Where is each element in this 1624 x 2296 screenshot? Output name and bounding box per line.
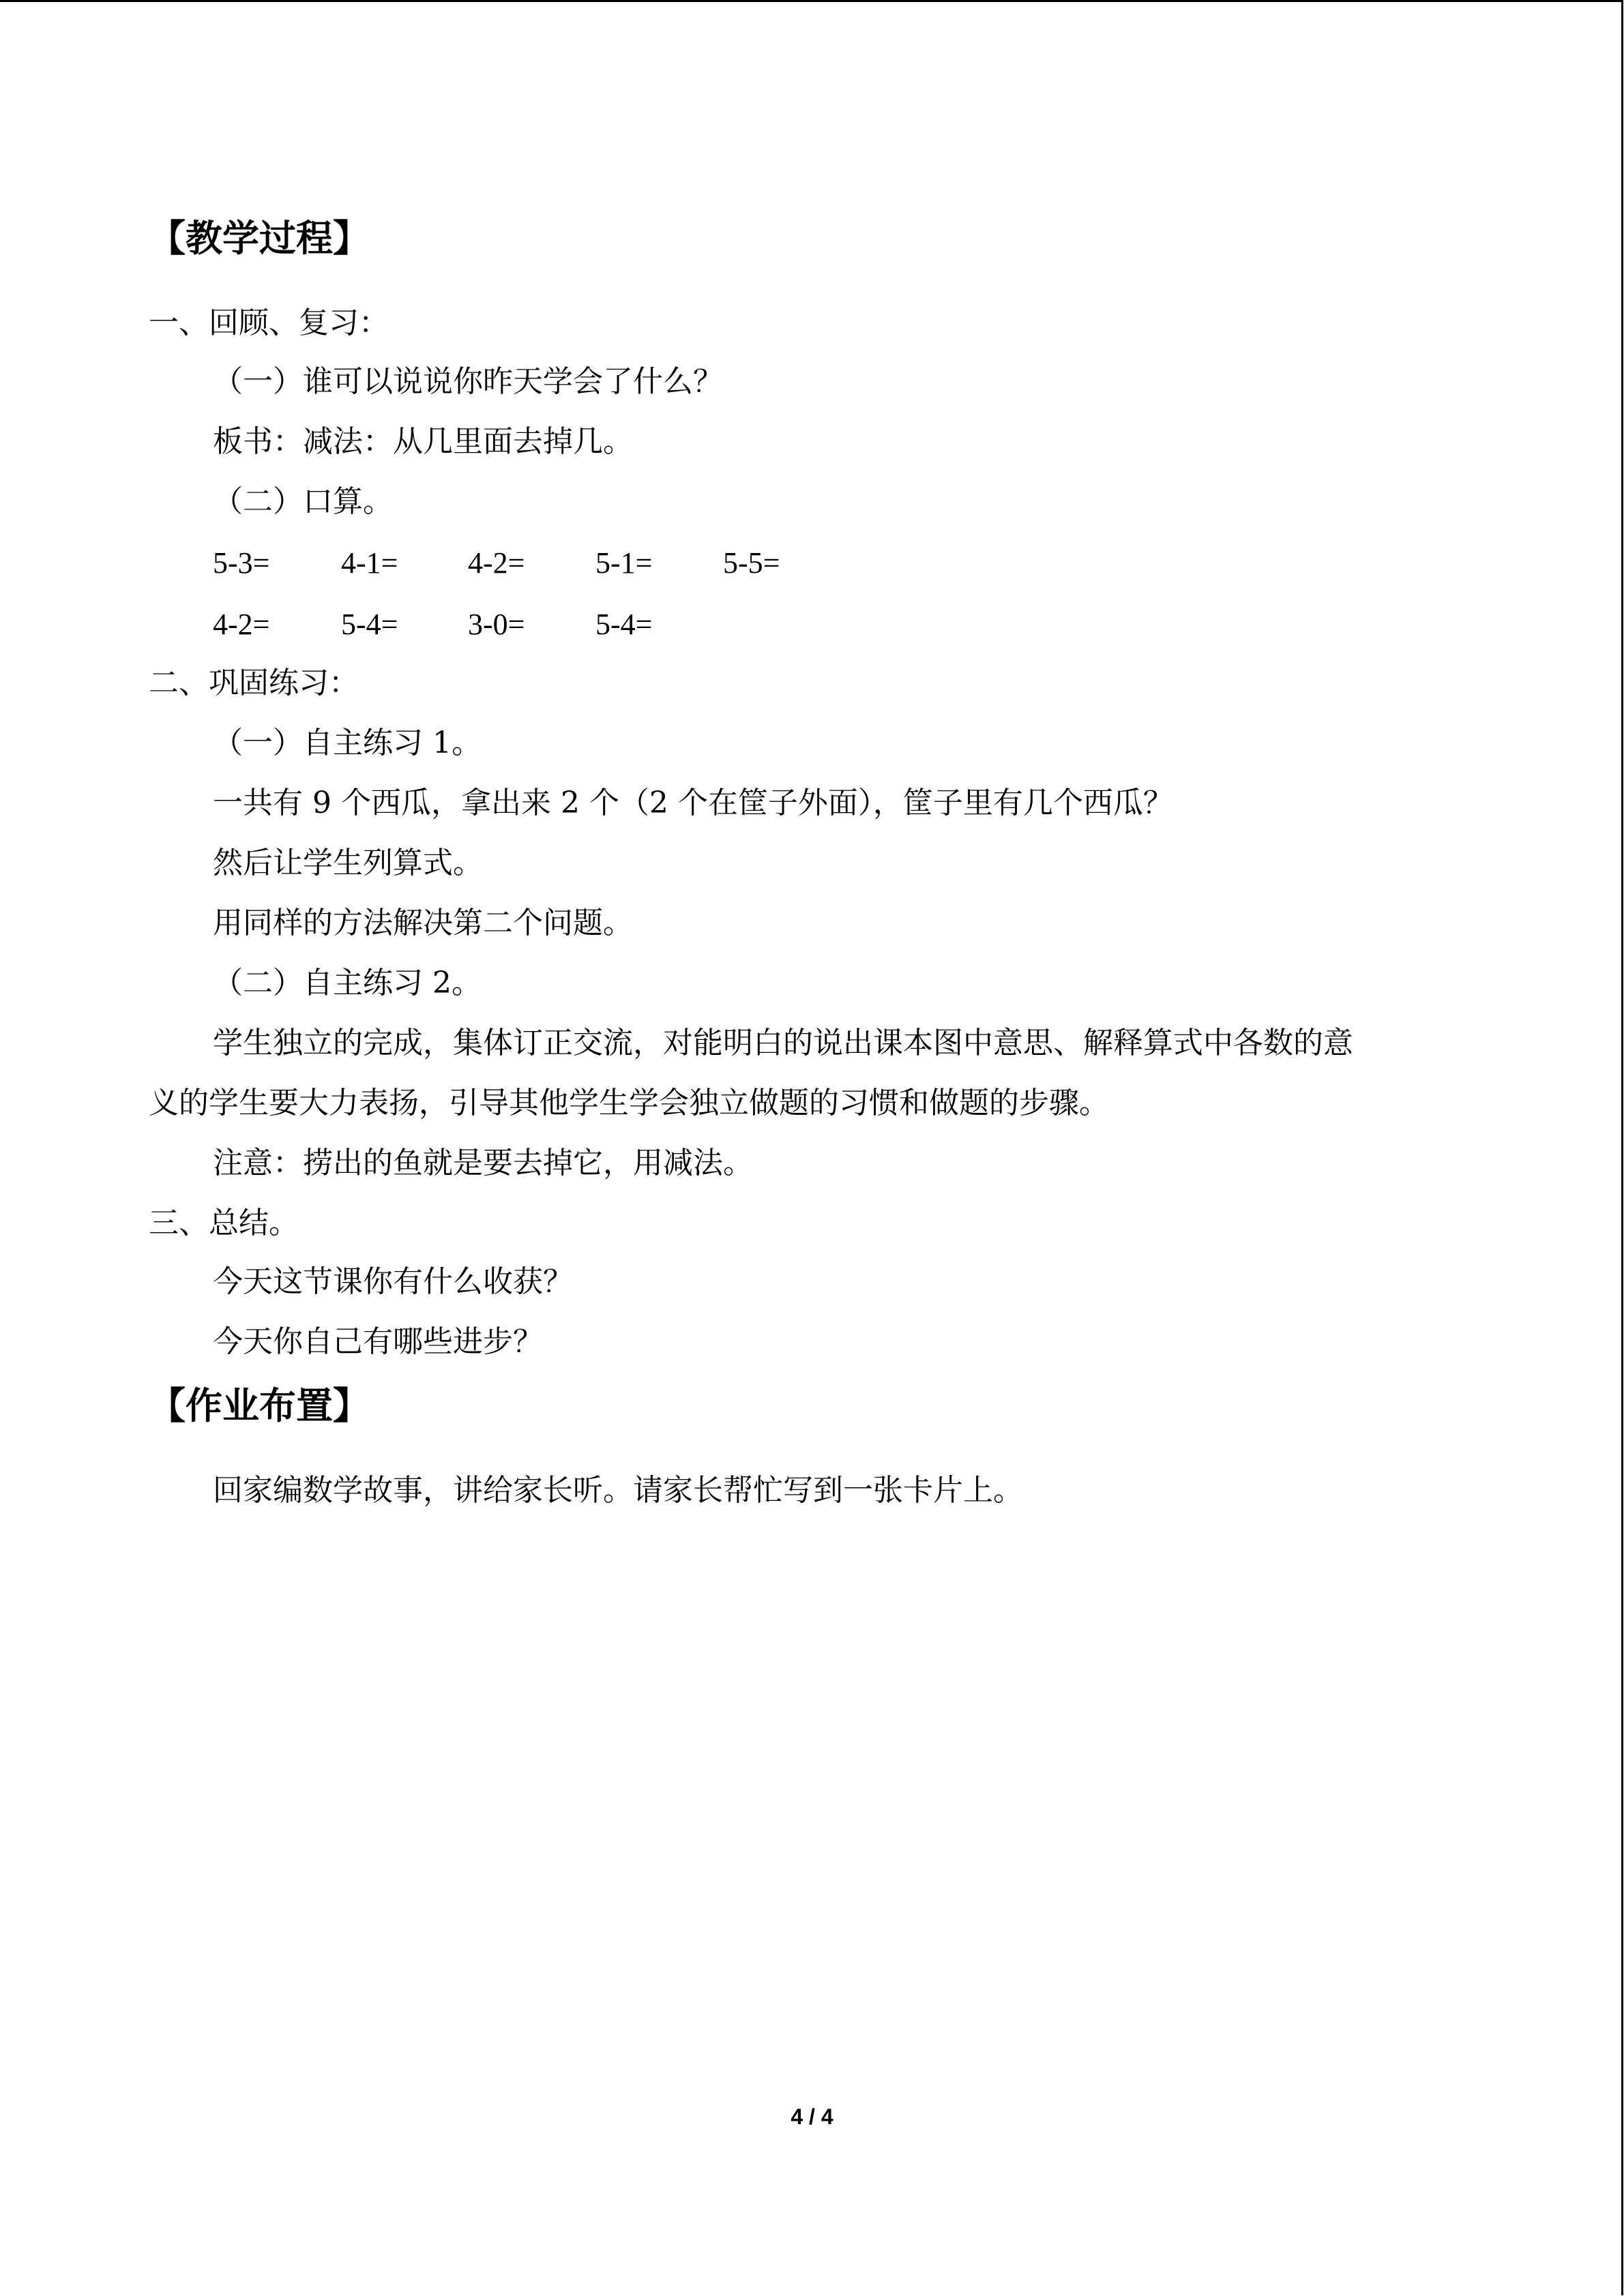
part2-para1b: 义的学生要大力表扬，引导其他学生学会独立做题的习惯和做题的步骤。 — [149, 1086, 1109, 1120]
part1-board: 板书：减法：从几里面去掉几。 — [213, 424, 633, 459]
part3-q1: 今天这节课你有什么收获？ — [213, 1264, 573, 1299]
part1-title: 一、回顾、复习： — [149, 305, 389, 340]
calc-item: 5-4= — [595, 608, 653, 641]
part1-sub2: （二）口算。 — [213, 484, 393, 519]
part2-sub1: （一）自主练习 1。 — [213, 726, 482, 760]
part3-q2: 今天你自己有哪些进步？ — [213, 1324, 543, 1359]
calc-item: 5-5= — [723, 546, 780, 580]
calc-item: 3-0= — [468, 608, 525, 641]
calc-item: 5-4= — [341, 608, 398, 641]
part2-line2: 然后让学生列算式。 — [213, 846, 483, 880]
part3-title: 三、总结。 — [149, 1206, 299, 1240]
section-heading-teaching-process: 【教学过程】 — [149, 217, 370, 260]
calc-item: 5-3= — [213, 546, 270, 580]
section-heading-homework: 【作业布置】 — [149, 1384, 370, 1427]
part1-sub1: （一）谁可以说说你昨天学会了什么？ — [213, 364, 723, 399]
homework-text: 回家编数学故事，讲给家长听。请家长帮忙写到一张卡片上。 — [213, 1473, 1023, 1508]
part2-title: 二、巩固练习： — [149, 666, 359, 700]
calc-item: 4-2= — [468, 546, 525, 580]
calc-item: 4-2= — [213, 608, 270, 641]
part2-note: 注意：捞出的鱼就是要去掉它，用减法。 — [213, 1146, 753, 1180]
part2-line1: 一共有 9 个西瓜，拿出来 2 个（2 个在筐子外面），筐子里有几个西瓜？ — [213, 786, 1173, 820]
calc-item: 4-1= — [341, 546, 398, 580]
part2-sub2: （二）自主练习 2。 — [213, 966, 482, 1000]
calc-item: 5-1= — [595, 546, 653, 580]
part2-line3: 用同样的方法解决第二个问题。 — [213, 906, 633, 940]
part2-para1a: 学生独立的完成，集体订正交流，对能明白的说出课本图中意思、解释算式中各数的意 — [213, 1026, 1353, 1060]
page-number: 4 / 4 — [791, 2104, 833, 2129]
